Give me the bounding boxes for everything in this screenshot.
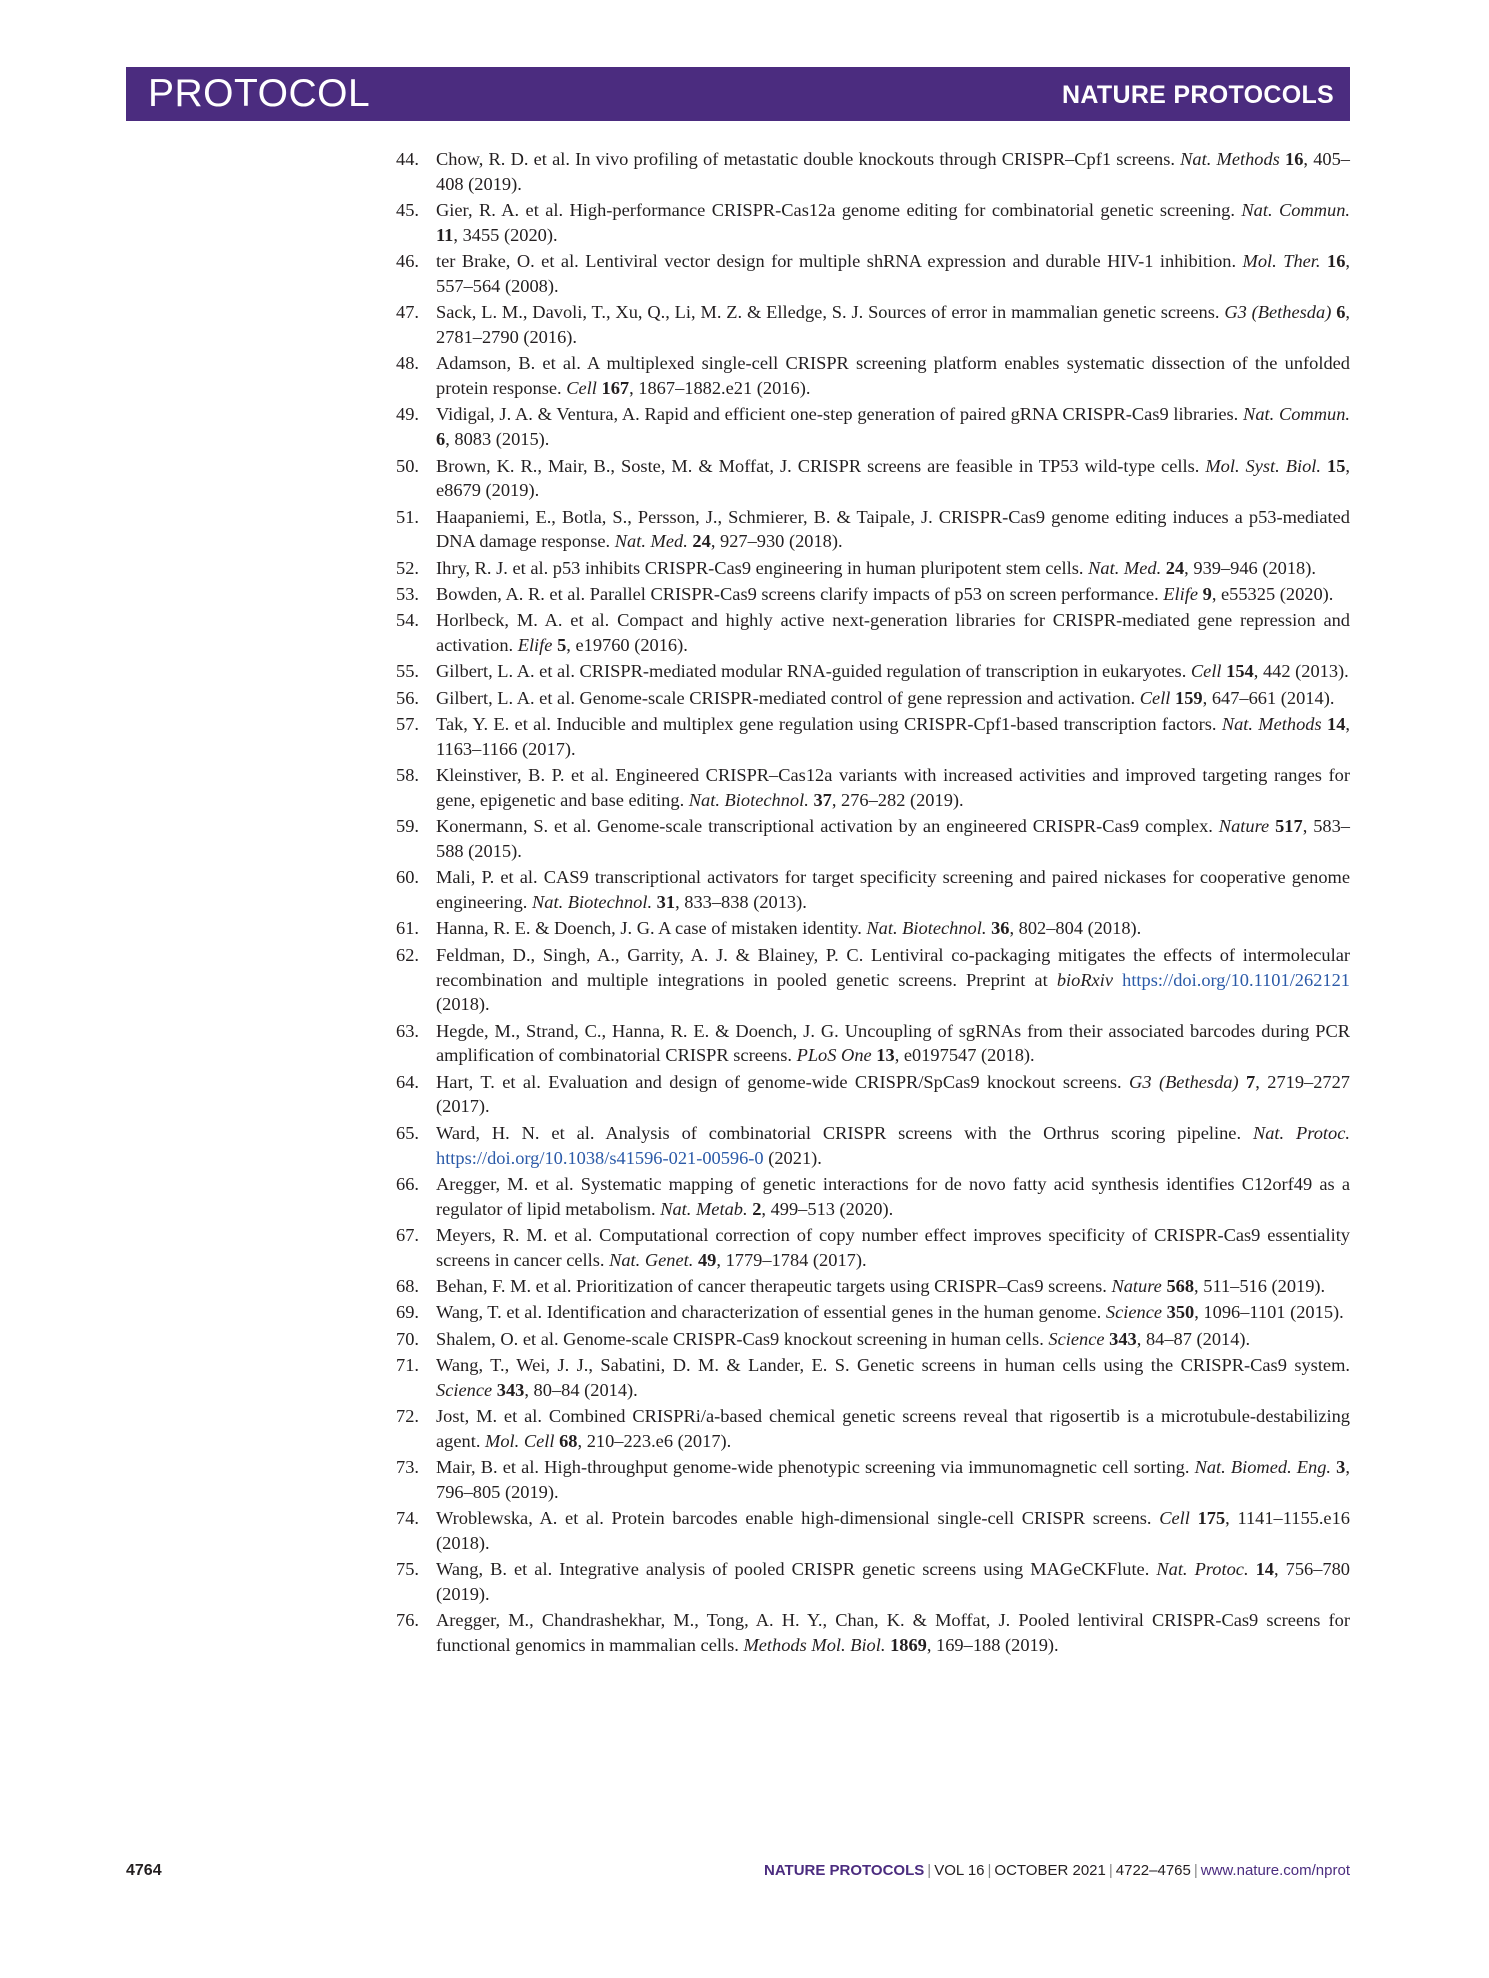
reference-item: [396, 198, 1350, 248]
reference-text: Gilbert, L. A. et al. CRISPR-mediated modular RNA-guided regulation of transcription in eukaryotes. Cell 154, 442 (2013).: [436, 661, 1349, 682]
reference-number: 52.: [396, 557, 419, 578]
reference-item: [396, 1300, 1350, 1325]
reference-number: 44.: [396, 149, 419, 169]
reference-text: Aregger, M., Chandrashekhar, M., Tong, A. H. Y., Chan, K. & Moffat, J. Pooled lentiviral CRISPR-Cas9 screens for functional genomics in mammalian cells. Methods Mol. Biol. 1869, 169–188 (2019).: [436, 1610, 1350, 1656]
reference-text: Mali, P. et al. CAS9 transcriptional activators for target specificity screening and paired nickases for cooperative genome engineering. Nat. Biotechnol. 31, 833–838 (2013).: [436, 867, 1350, 913]
footer-citation: NATURE PROTOCOLS | VOL 16 | OCTOBER 2021 | 4722–4765 | www.nature.com/nprot: [763, 1862, 1350, 1879]
reference-item: [396, 865, 1350, 915]
reference-item: [396, 712, 1350, 762]
reference-number: 55.: [396, 661, 419, 682]
reference-text: Adamson, B. et al. A multiplexed single-cell CRISPR screening platform enables systematic dissection of the unfolded protein response. Cell 167, 1867–1882.e21 (2016).: [436, 353, 1350, 399]
reference-number: 50.: [396, 455, 419, 476]
reference-item: [396, 582, 1350, 607]
reference-number: 53.: [396, 584, 419, 605]
reference-item: [396, 1353, 1350, 1403]
reference-item: [396, 1455, 1350, 1505]
reference-number: 56.: [396, 687, 419, 708]
reference-item: [396, 454, 1350, 504]
reference-number: 45.: [396, 200, 419, 221]
footer-pages: 4722–4765: [1115, 1862, 1191, 1879]
reference-item: [396, 1121, 1350, 1171]
footer-volume: VOL 16: [934, 1862, 985, 1879]
reference-number: 72.: [396, 1406, 419, 1427]
page-number: 4764: [126, 1862, 162, 1879]
reference-item: [396, 402, 1350, 452]
reference-text: Wang, T. et al. Identification and characterization of essential genes in the human genome. Science 350, 1096–1101 (2015).: [436, 1302, 1344, 1323]
reference-item: [396, 1070, 1350, 1120]
doi-link[interactable]: https://doi.org/10.1101/262121: [1122, 969, 1350, 990]
reference-text: Sack, L. M., Davoli, T., Xu, Q., Li, M. Z. & Elledge, S. J. Sources of error in mammalian genetic screens. G3 (Bethesda) 6, 2781–2790 (2016).: [436, 302, 1351, 348]
reference-text: Meyers, R. M. et al. Computational correction of copy number effect improves specificity of CRISPR-Cas9 essentiality screens in cancer cells. Nat. Genet. 49, 1779–1784 (2017).: [436, 1224, 1350, 1270]
reference-number: 61.: [396, 918, 419, 939]
reference-text: Hart, T. et al. Evaluation and design of genome-wide CRISPR/SpCas9 knockout screens. G3 (Bethesda) 7, 2719–2727 (2017).: [436, 1071, 1351, 1117]
reference-item: [396, 147, 1350, 197]
reference-number: 63.: [396, 1020, 419, 1041]
reference-text: Brown, K. R., Mair, B., Soste, M. & Moffat, J. CRISPR screens are feasible in TP53 wild-type cells. Mol. Syst. Biol. 15, e8679 (2019).: [436, 455, 1350, 501]
reference-item: [396, 300, 1350, 350]
reference-text: Konermann, S. et al. Genome-scale transcriptional activation by an engineered CRISPR-Cas9 complex. Nature 517, 583–588 (2015).: [436, 816, 1350, 862]
reference-text: Behan, F. M. et al. Prioritization of cancer therapeutic targets using CRISPR–Cas9 screens. Nature 568, 511–516 (2019).: [436, 1276, 1326, 1297]
reference-item: [396, 351, 1350, 401]
page-header: [126, 67, 1350, 121]
reference-text: Haapaniemi, E., Botla, S., Persson, J., Schmierer, B. & Taipale, J. CRISPR-Cas9 genome editing induces a p53-mediated DNA damage response. Nat. Med. 24, 927–930 (2018).: [436, 506, 1350, 552]
reference-number: 48.: [396, 353, 419, 374]
reference-item: [396, 1404, 1350, 1454]
reference-text: Jost, M. et al. Combined CRISPRi/a-based chemical genetic screens reveal that rigosertib is a microtubule-destabilizing agent. Mol. Cell 68, 210–223.e6 (2017).: [436, 1406, 1350, 1451]
reference-text: Chow, R. D. et al. In vivo profiling of metastatic double knockouts through CRISPR–Cpf1 screens. Nat. Methods 16, 405–408 (2019).: [436, 149, 1350, 194]
reference-text: Gilbert, L. A. et al. Genome-scale CRISPR-mediated control of gene repression and activation. Cell 159, 647–661 (2014).: [436, 687, 1335, 708]
reference-item: [396, 608, 1350, 658]
reference-number: 46.: [396, 251, 419, 272]
reference-number: 58.: [396, 765, 419, 786]
reference-text: Vidigal, J. A. & Ventura, A. Rapid and efficient one-step generation of paired gRNA CRISPR-Cas9 libraries. Nat. Commun. 6, 8083 (2015).: [436, 404, 1351, 450]
footer-url-link[interactable]: www.nature.com/nprot: [1200, 1862, 1350, 1879]
reference-number: 76.: [396, 1610, 419, 1631]
reference-number: 65.: [396, 1122, 419, 1143]
reference-item: [396, 1172, 1350, 1222]
reference-number: 74.: [396, 1508, 419, 1529]
reference-item: [396, 1019, 1350, 1069]
reference-item: [396, 763, 1350, 813]
reference-text: Mair, B. et al. High-throughput genome-wide phenotypic screening via immunomagnetic cell sorting. Nat. Biomed. Eng. 3, 796–805 (2019).: [436, 1457, 1350, 1502]
reference-number: 69.: [396, 1302, 419, 1323]
reference-number: 66.: [396, 1173, 419, 1194]
reference-number: 75.: [396, 1559, 419, 1580]
reference-number: 62.: [396, 944, 419, 965]
reference-item: [396, 659, 1350, 684]
reference-item: [396, 505, 1350, 555]
reference-text: Horlbeck, M. A. et al. Compact and highly active next-generation libraries for CRISPR-mediated gene repression and activation. Elife 5, e19760 (2016).: [436, 610, 1350, 656]
reference-text: Hanna, R. E. & Doench, J. G. A case of mistaken identity. Nat. Biotechnol. 36, 802–804 (2018).: [436, 918, 1142, 939]
journal-name: NATURE PROTOCOLS: [1062, 81, 1334, 109]
reference-text: Bowden, A. R. et al. Parallel CRISPR-Cas9 screens clarify impacts of p53 on screen performance. Elife 9, e55325 (2020).: [436, 584, 1334, 605]
footer-brand: NATURE PROTOCOLS: [763, 1862, 925, 1879]
reference-number: 71.: [396, 1354, 419, 1375]
reference-text: Feldman, D., Singh, A., Garrity, A. J. & Blainey, P. C. Lentiviral co-packaging mitigates the effects of intermolecular recombination and multiple integrations in pooled genetic screens. Preprint at bioRxiv https://doi.org/10.1101/262121 (2018).: [436, 944, 1350, 1015]
reference-text: ter Brake, O. et al. Lentiviral vector design for multiple shRNA expression and durable HIV-1 inhibition. Mol. Ther. 16, 557–564 (2008).: [436, 251, 1350, 296]
reference-item: [396, 1274, 1350, 1299]
reference-text: Tak, Y. E. et al. Inducible and multiplex gene regulation using CRISPR-Cpf1-based transcription factors. Nat. Methods 14, 1163–1166 (2017).: [436, 714, 1350, 759]
reference-text: Shalem, O. et al. Genome-scale CRISPR-Cas9 knockout screening in human cells. Science 343, 84–87 (2014).: [436, 1328, 1251, 1349]
reference-number: 47.: [396, 302, 419, 323]
reference-item: [396, 1557, 1350, 1607]
section-label: PROTOCOL: [148, 72, 371, 115]
reference-list: [396, 147, 1350, 1660]
reference-item: [396, 1223, 1350, 1273]
reference-number: 59.: [396, 816, 419, 837]
reference-item: [396, 814, 1350, 864]
reference-text: Kleinstiver, B. P. et al. Engineered CRISPR–Cas12a variants with increased activities and improved targeting ranges for gene, epigenetic and base editing. Nat. Biotechnol. 37, 276–282 (2019).: [436, 765, 1350, 810]
reference-text: Aregger, M. et al. Systematic mapping of genetic interactions for de novo fatty acid synthesis identifies C12orf49 as a regulator of lipid metabolism. Nat. Metab. 2, 499–513 (2020).: [436, 1173, 1350, 1219]
reference-text: Wang, T., Wei, J. J., Sabatini, D. M. & Lander, E. S. Genetic screens in human cells using the CRISPR-Cas9 system. Science 343, 80–84 (2014).: [436, 1354, 1350, 1400]
reference-item: [396, 1608, 1350, 1658]
reference-item: [396, 556, 1350, 581]
reference-item: [396, 249, 1350, 299]
reference-item: [396, 1506, 1350, 1556]
doi-link[interactable]: https://doi.org/10.1038/s41596-021-00596-0: [436, 1147, 764, 1168]
reference-text: Ward, H. N. et al. Analysis of combinatorial CRISPR screens with the Orthrus scoring pipeline. Nat. Protoc. https://doi.org/10.1038/s41596-021-00596-0 (2021).: [436, 1122, 1350, 1168]
reference-number: 49.: [396, 404, 419, 425]
footer-date: OCTOBER 2021: [994, 1862, 1106, 1879]
reference-number: 51.: [396, 506, 419, 527]
reference-number: 70.: [396, 1328, 419, 1349]
reference-number: 54.: [396, 610, 419, 631]
reference-text: Wroblewska, A. et al. Protein barcodes enable high-dimensional single-cell CRISPR screens. Cell 175, 1141–1155.e16 (2018).: [436, 1508, 1350, 1554]
reference-number: 57.: [396, 714, 419, 735]
reference-number: 67.: [396, 1224, 419, 1245]
reference-number: 60.: [396, 867, 419, 888]
reference-item: [396, 1327, 1350, 1352]
reference-item: [396, 916, 1350, 941]
reference-number: 64.: [396, 1071, 419, 1092]
reference-text: Wang, B. et al. Integrative analysis of pooled CRISPR genetic screens using MAGeCKFlute. Nat. Protoc. 14, 756–780 (2019).: [436, 1559, 1350, 1605]
reference-text: Hegde, M., Strand, C., Hanna, R. E. & Doench, J. G. Uncoupling of sgRNAs from their associated barcodes during PCR amplification of combinatorial CRISPR screens. PLoS One 13, e0197547 (2018).: [436, 1020, 1350, 1066]
reference-item: [396, 943, 1350, 1017]
reference-text: Gier, R. A. et al. High-performance CRISPR-Cas12a genome editing for combinatorial genetic screening. Nat. Commun. 11, 3455 (2020).: [436, 200, 1350, 245]
reference-text: Ihry, R. J. et al. p53 inhibits CRISPR-Cas9 engineering in human pluripotent stem cells. Nat. Med. 24, 939–946 (2018).: [436, 557, 1316, 578]
reference-item: [396, 686, 1350, 711]
reference-number: 73.: [396, 1457, 419, 1478]
reference-number: 68.: [396, 1276, 419, 1297]
